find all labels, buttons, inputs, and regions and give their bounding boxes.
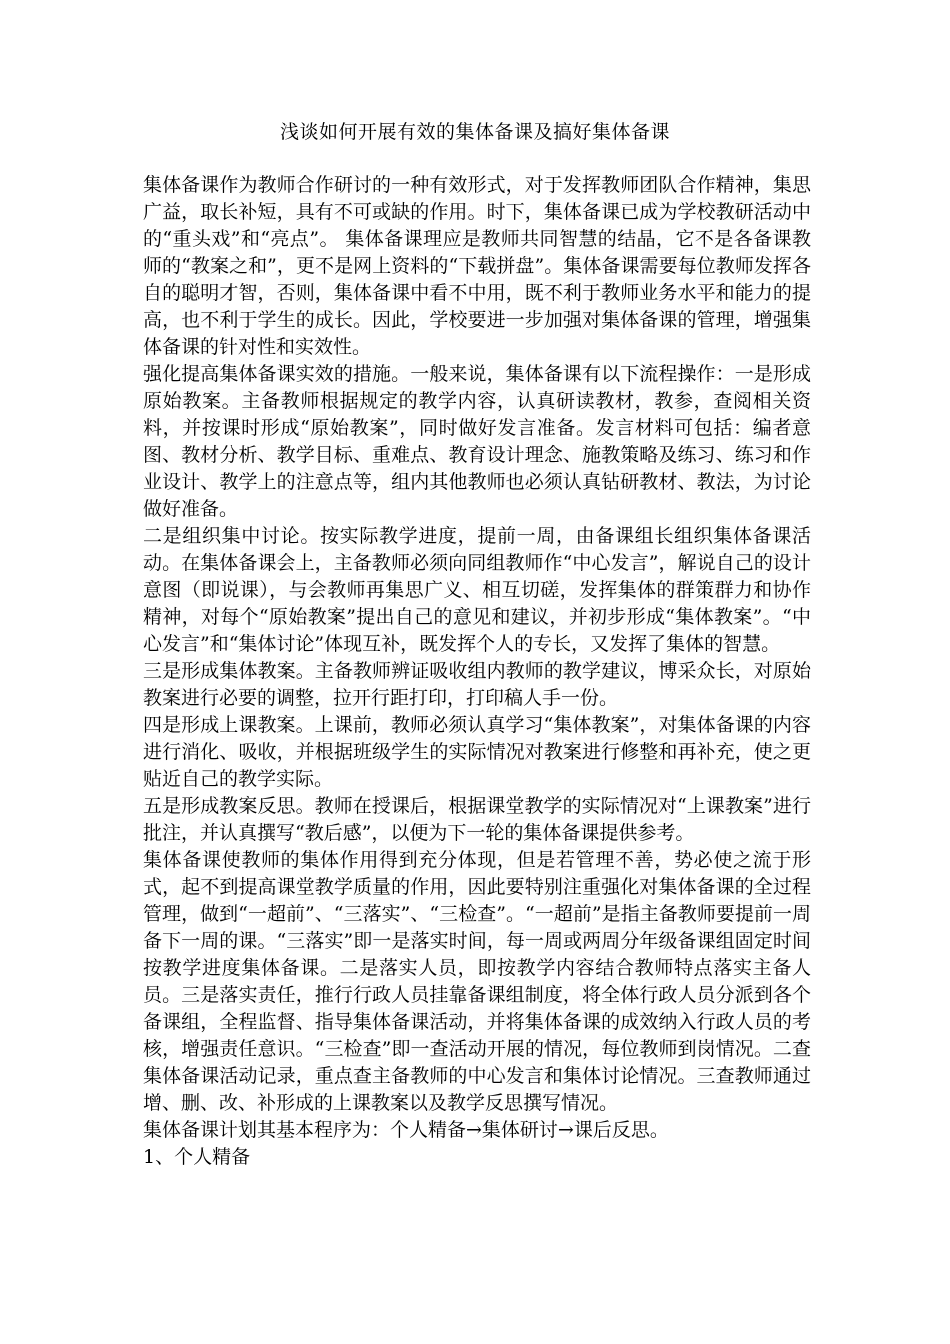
document-title: 浅谈如何开展有效的集体备课及搞好集体备课 — [279, 121, 670, 143]
paragraph-step-five: 五是形成教案反思。教师在授课后，根据课堂教学的实际情况对“上课教案”进行批注，并认真撰写“教后感”，以便为下一轮的集体备课提供参考。 — [143, 795, 811, 844]
paragraph-step-two: 二是组织集中讨论。按实际教学进度，提前一周，由备课组长组织集体备课活动。在集体备课会上，主备教师必须向同组教师作“中心发言”，解说自己的设计意图（即说课），与会教师再集思广义、相互切磋，发挥集体的群策群力和协作精神，对每个“原始教案”提出自己的意见和建议，并初步形成“集体教案”。“中心发言”和“集体讨论”体现互补，既发挥个人的专长，又发挥了集体的智慧。 — [143, 525, 811, 655]
paragraph-section-heading: 1、个人精备 — [143, 1146, 251, 1168]
paragraph-intro: 集体备课作为教师合作研讨的一种有效形式，对于发挥教师团队合作精神，集思广益，取长补短，具有不可或缺的作用。时下，集体备课已成为学校教研活动中的“重头戏”和“亮点”。 集体备课理应是教师共同智慧的结晶，它不是各备课教师的“教案之和”，更不是网上资料的“下载拼盘”。集体备课需要每位教师发挥各自的聪明才智，否则，集体备课中看不中用，既不利于教师业务水平和能力的提高，也不利于学生的成长。因此，学校要进一步加强对集体备课的管理，增强集体备课的针对性和实效性。 — [143, 174, 811, 358]
document-body — [143, 172, 811, 1171]
paragraph-measures: 强化提高集体备课实效的措施。一般来说，集体备课有以下流程操作：一是形成原始教案。主备教师根据规定的教学内容，认真研读教材，教参，查阅相关资料，并按课时形成“原始教案”，同时做好发言准备。发言材料可包括：编者意图、教材分析、教学目标、重难点、教育设计理念、施教策略及练习、练习和作业设计、教学上的注意点等，组内其他教师也必须认真钻研教材、教法，为讨论做好准备。 — [143, 363, 811, 520]
paragraph-management: 集体备课使教师的集体作用得到充分体现，但是若管理不善，势必使之流于形式，起不到提高课堂教学质量的作用，因此要特别注重强化对集体备课的全过程管理，做到“一超前”、“三落实”、“三检查”。“一超前”是指主备教师要提前一周备下一周的课。“三落实”即一是落实时间，每一周或两周分年级备课组固定时间按教学进度集体备课。二是落实人员，即按教学内容结合教师特点落实主备人员。三是落实责任，推行行政人员挂靠备课组制度，将全体行政人员分派到各个备课组，全程监督、指导集体备课活动，并将集体备课的成效纳入行政人员的考核，增强责任意识。“三检查”即一查活动开展的情况，每位教师到岗情况。二查集体备课活动记录，重点查主备教师的中心发言和集体讨论情况。三查教师通过增、删、改、补形成的上课教案以及教学反思撰写情况。 — [143, 849, 811, 1114]
paragraph-step-three: 三是形成集体教案。主备教师辨证吸收组内教师的教学建议，博采众长，对原始教案进行必要的调整，拉开行距打印，打印稿人手一份。 — [143, 660, 811, 709]
paragraph-step-four: 四是形成上课教案。上课前，教师必须认真学习“集体教案”，对集体备课的内容进行消化、吸收，并根据班级学生的实际情况对教案进行修整和再补充，使之更贴近自己的教学实际。 — [143, 714, 811, 790]
paragraph-procedure: 集体备课计划其基本程序为：个人精备→集体研讨→课后反思。 — [143, 1119, 669, 1141]
